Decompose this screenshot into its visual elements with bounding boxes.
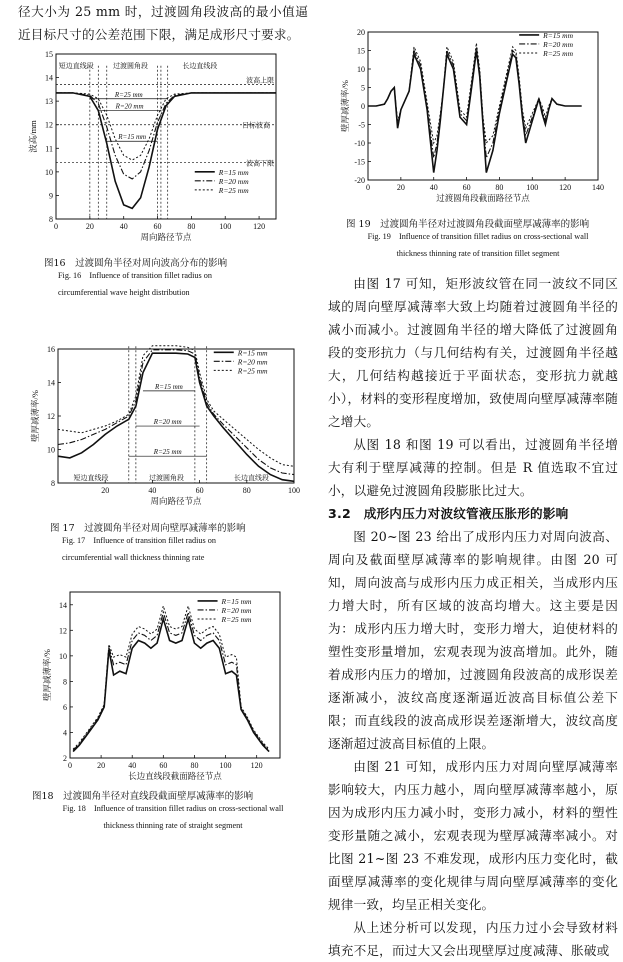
fig17-ytick-label: 16 [47,345,55,354]
fig18-xtick-label: 0 [68,761,72,770]
fig16-ytick-label: 14 [45,73,53,83]
fig18-ytick-label: 8 [63,677,67,687]
fig19-x-axis-label: 过渡圆角段截面路径节点 [436,193,530,203]
fig17-xtick-label: 100 [288,486,300,495]
fig19-y-axis-label: 壁厚减薄率/% [340,80,350,132]
fig18-xtick-label: 60 [159,761,168,770]
fig17-xtick-label: 60 [195,486,204,495]
fig19-xtick-label: 120 [559,183,572,192]
fig16-ytick-label: 8 [49,215,53,224]
fig17-xtick-label: 20 [101,486,110,495]
fig19-xtick-label: 20 [396,183,405,192]
fig19-ytick-label: -5 [358,120,365,130]
fig19-xtick-label: 40 [429,183,438,192]
fig16-xtick-label: 0 [54,222,58,231]
fig19-legend-entry: R=15 mm [543,30,574,40]
fig16-annot-short-edge: 短边直线段 [58,61,94,70]
fig16-caption-en-line2: circumferential wave height distribution [58,288,190,297]
fig16-xtick-label: 120 [253,222,266,231]
fig16-caption-en [58,267,298,301]
paragraph-fig17-analysis: 由图 17 可知，矩形波纹管在同一波纹不同区域的周向壁厚减薄率大致上均随着过渡圆角半径的减小而减小。过渡圆角半径的增大降低了过渡圆角段的变形抗力（与几何结构有关，过渡圆角半径越大，几何结构越接近于平面状态，变形抗力就越小），材料的变形程度增加，致使周向壁厚减薄率随之增大。 [328,276,618,429]
fig16-dimension-label: R=20 mm [115,102,144,111]
fig19-ytick-label: -20 [354,176,365,185]
fig18-ytick-label: 12 [59,626,67,636]
section-title-3-2: 3.2 成形内压力对波纹管液压胀形的影响 [328,506,569,521]
fig18-legend-entry: R=15 mm [221,596,252,606]
fig18-xtick-label: 120 [250,761,263,770]
fig16-ytick-label: 10 [45,167,53,177]
paragraph-fig18-19-analysis: 从图 18 和图 19 可以看出，过渡圆角半径增大有利于壁厚减薄的控制。但是 R 值选取不宜过小，以避免过渡圆角段膨胀比过大。 [328,437,618,498]
fig16-ytick-label: 11 [45,144,53,154]
fig16-ytick-label: 9 [49,191,53,201]
fig16-annot-target: 目标波高 [242,121,271,130]
fig17-dimension-label: R=25 mm [153,448,182,457]
fig18-y-axis-label: 壁厚减薄率/% [42,649,52,701]
fig16-ytick-label: 12 [45,120,53,130]
fig19-xtick-label: 140 [592,183,604,192]
fig19-xtick-label: 80 [495,183,504,192]
fig19-xtick-label: 60 [462,183,471,192]
fig19-ytick-label: 20 [357,28,365,37]
fig18-caption-cn: 图18 过渡圆角半径对直线段截面壁厚减薄率的影响 [32,791,254,802]
fig17-xtick-label: 80 [242,486,251,495]
fig16-annot-lower-limit: 波高下限 [246,159,275,168]
fig18-caption-en-line1: Fig. 18 Influence of transition fillet radius on cross-sectional wall [62,804,284,813]
fig16-xtick-label: 100 [219,222,232,231]
fig17-chart [22,345,312,515]
fig17-annot-long-edge: 长边直线段 [234,474,270,482]
fig19-legend-entry: R=20 mm [543,39,574,49]
fig19-caption-cn: 图 19 过渡圆角半径对过渡圆角段截面壁厚减薄率的影响 [346,219,590,230]
fig19-caption-en [334,228,622,262]
fig18-xtick-label: 20 [97,761,106,770]
fig19-xtick-label: 100 [526,183,539,192]
fig18-series-line [73,619,269,752]
fig18-ytick-label: 4 [63,728,67,738]
fig16-xtick-label: 60 [153,222,162,231]
paragraph-conclusion: 从上述分析可以发现，内压力过小会导致材料填充不足，而过大又会出现壁厚过度减薄、胀破或 [328,920,618,958]
fig19-ytick-label: 10 [357,65,365,74]
fig19-series-line [368,47,582,158]
fig16-annot-upper-limit: 波高上限 [246,76,275,85]
fig18-xtick-label: 80 [190,761,199,770]
fig18-caption-en-line2: thickness thinning rate of straight segment [103,821,243,830]
fig17-legend-entry: R=15 mm [237,348,268,358]
fig19-chart [332,4,622,209]
fig16-xtick-label: 20 [85,222,94,231]
fig16-xtick-label: 40 [119,222,128,231]
fig18-legend-entry: R=25 mm [221,614,252,624]
fig18-chart [40,582,310,782]
fig18-ytick-label: 2 [63,754,67,763]
fig19-caption-en-line2: thickness thinning rate of transition fillet segment [396,249,560,258]
fig17-ytick-label: 10 [47,445,55,455]
fig18-xtick-label: 100 [219,761,232,770]
fig19-ytick-label: 15 [357,46,365,56]
fig17-caption-en [62,532,302,566]
fig19-legend-entry: R=25 mm [543,48,574,58]
fig16-annot-fillet: 过渡圆角段 [112,61,148,70]
fig17-dimension-label: R=15 mm [154,382,183,391]
fig16-caption-en-line1: Fig. 16 Influence of transition fillet radius on [58,271,212,280]
paragraph-fig20-analysis: 图 20~图 23 给出了成形内压力对周向波高、周向及截面壁厚减薄率的影响规律。由图 20 可知，周向波高与成形内压力成正相关，当成形内压力增大时，所有区域的波高均增大。这主要是因为：成形内压力增大时，变形力增大，迫使材料的塑性变形量增加，宏观表现为波高增加。此外，随着成形内压力的增加，过渡圆角段波高的成形误差逐渐减小，波纹高度逐渐逼近波高目标值公差下限；而直线段的波高成形误差逐渐增大，波纹高度逐渐超过波高目标值的上限。 [328,529,618,751]
fig18-ytick-label: 14 [59,600,67,610]
fig18-series-line [73,612,269,750]
fig17-dimension-label: R=20 mm [153,418,182,427]
fig19-ytick-label: -10 [354,139,365,148]
fig19-caption-en-line1: Fig. 19 Influence of transition fillet radius on cross-sectional wall [367,232,589,241]
fig17-caption-en-line2: circumferential wall thickness thinning rate [62,553,205,562]
fig18-series-line [73,606,269,749]
fig17-ytick-label: 14 [47,378,55,388]
fig17-caption-en-line1: Fig. 17 Influence of transition fillet radius on [62,536,216,545]
fig17-annot-fillet: 过渡圆角段 [149,474,185,482]
fig16-chart [18,48,308,253]
fig16-legend-entry: R=15 mm [218,167,249,177]
fig16-annot-long-edge: 长边直线段 [182,61,218,70]
fig16-caption-cn: 图16 过渡圆角半径对周向波高分布的影响 [44,258,228,269]
fig19-xtick-label: 0 [366,183,370,192]
fig17-y-axis-label: 壁厚减薄率/% [30,390,40,442]
right-text-block [328,272,618,962]
fig17-legend-entry: R=25 mm [237,366,268,376]
fig16-dimension-label: R=25 mm [114,90,143,99]
fig16-x-axis-label: 周向路径节点 [140,232,192,242]
fig16-ytick-label: 13 [45,97,53,107]
fig16-ytick-label: 15 [45,50,53,59]
fig18-xtick-label: 40 [128,761,137,770]
fig17-ytick-label: 12 [47,412,55,421]
fig17-legend-entry: R=20 mm [237,357,268,367]
fig17-x-axis-label: 周向路径节点 [150,496,202,506]
fig19-series-line [368,43,582,143]
intro-paragraph: 径大小为 25 mm 时，过渡圆角段波高的最小值逼近目标尺寸的公差范围下限，满足成形尺寸要求。 [18,4,308,42]
fig16-dimension-label: R=15 mm [118,133,147,142]
fig17-ytick-label: 8 [51,479,55,488]
fig17-annot-short-edge: 短边直线段 [73,474,109,482]
fig18-x-axis-label: 长边直线段截面路径节点 [128,771,222,781]
fig19-ytick-label: -15 [354,157,365,167]
fig18-ytick-label: 6 [63,702,67,712]
fig16-legend-entry: R=20 mm [218,176,249,186]
fig16-y-axis-label: 波高/mm [28,120,38,153]
fig19-ytick-label: 5 [361,83,365,93]
fig17-xtick-label: 40 [148,486,157,495]
fig18-legend-entry: R=20 mm [221,605,252,615]
fig16-legend-entry: R=25 mm [218,185,249,195]
fig19-ytick-label: 0 [361,102,365,111]
fig16-xtick-label: 80 [187,222,196,231]
fig17-caption-cn: 图 17 过渡圆角半径对周向壁厚减薄率的影响 [50,523,246,534]
paragraph-fig21-analysis: 由图 21 可知，成形内压力对周向壁厚减薄率影响较大，内压力越小，周向壁厚减薄率越小，原因为成形内压力减小时，变形力减小，材料的塑性变形量随之减小，宏观表现为壁厚减薄率减小。对比图 21~图 23 不难发现，成形内压力变化时，截面壁厚减薄率的变化规律与周向壁厚减薄率的变化规律一致，均呈正相关变化。 [328,759,618,912]
fig18-ytick-label: 10 [59,651,67,661]
fig18-caption-en [28,800,318,834]
